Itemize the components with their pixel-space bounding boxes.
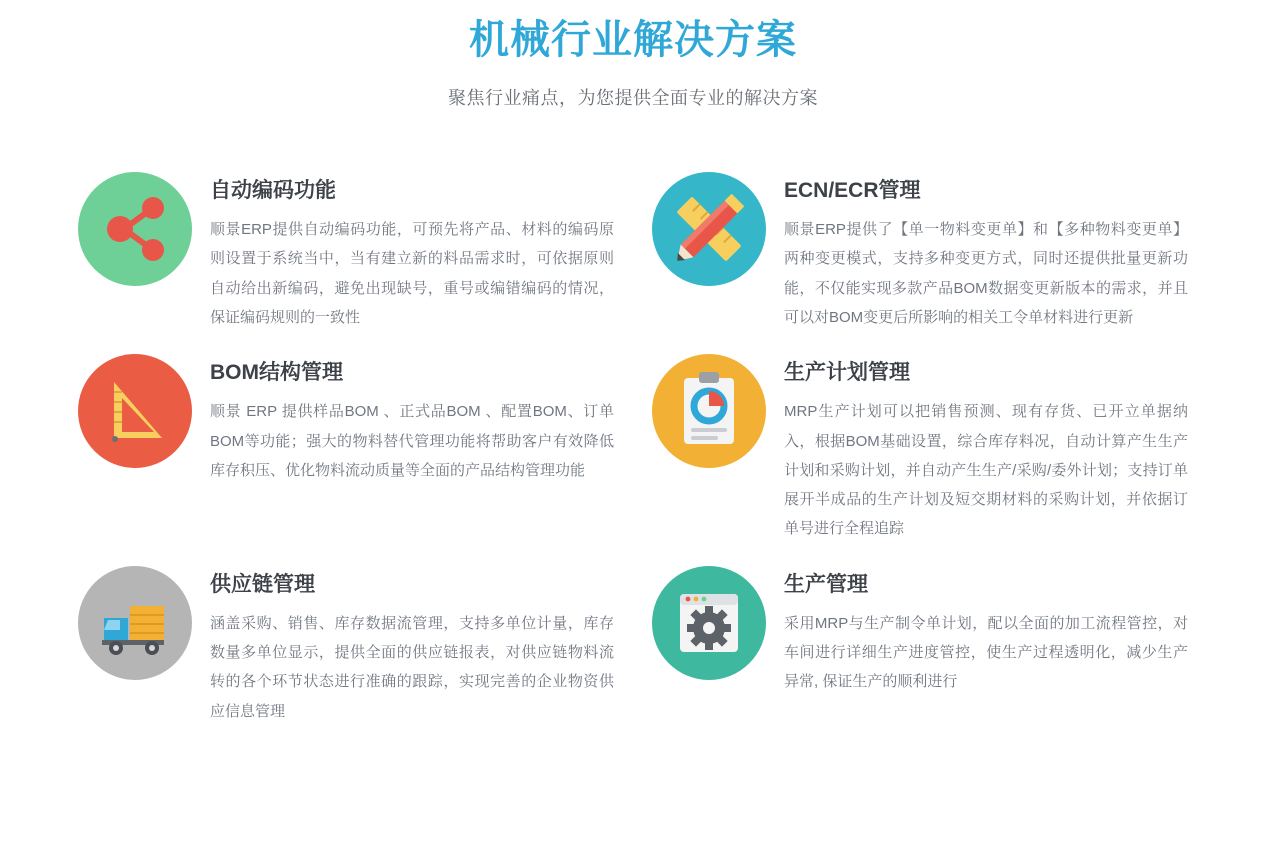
feature-description: 顺景ERP提供自动编码功能，可预先将产品、材料的编码原则设置于系统当中，当有建立新的料品需求时，可依据原则自动给出新编码，避免出现缺号，重号或编错编码的情况，保证编码规则的一致性: [210, 221, 614, 326]
feature-card: [652, 544, 1188, 726]
gear-window-icon: [652, 566, 766, 680]
page-subtitle: 聚焦行业痛点，为您提供全面专业的解决方案: [448, 88, 818, 108]
feature-card: [78, 150, 614, 332]
feature-grid: [0, 150, 1266, 726]
clipboard-chart-icon: [652, 354, 766, 468]
feature-card: [652, 332, 1188, 543]
feature-text: [210, 354, 614, 485]
feature-description: 采用MRP与生产制令单计划，配以全面的加工流程管控，对车间进行详细生产进度管控，使生产过程透明化，减少生产异常, 保证生产的顺利进行: [784, 614, 1188, 691]
feature-title: ECN/ECR管理: [784, 179, 921, 202]
feature-title: 生产管理: [784, 572, 868, 596]
feature-text: [784, 172, 1188, 332]
feature-description: 涵盖采购、销售、库存数据流管理，支持多单位计量，库存数量多单位显示，提供全面的供应链报表，对供应链物料流转的各个环节状态进行准确的跟踪，实现完善的企业物资供应信息管理: [210, 614, 614, 720]
feature-title: BOM结构管理: [210, 361, 343, 385]
feature-title: 生产计划管理: [784, 361, 910, 385]
feature-card: [78, 332, 614, 543]
truck-icon: [78, 566, 192, 680]
pencil-ruler-icon: [652, 172, 766, 286]
share-nodes-icon: [78, 172, 192, 286]
page-header: [0, 0, 1266, 110]
feature-card: [78, 544, 614, 726]
feature-title: 供应链管理: [210, 572, 315, 596]
page-title: 机械行业解决方案: [469, 18, 797, 62]
feature-description: 顺景 ERP 提供样品BOM 、正式品BOM 、配置BOM、订单BOM等功能；强大的物料替代管理功能将帮助客户有效降低库存积压、优化物料流动质量等全面的产品结构管理功能: [210, 403, 614, 479]
feature-text: [210, 566, 614, 726]
feature-title: 自动编码功能: [210, 179, 336, 202]
feature-description: MRP生产计划可以把销售预测、现有存货、已开立单据纳入，根据BOM基础设置，综合库存料况，自动计算产生生产计划和采购计划，并自动产生生产/采购/委外计划；支持订单展开半成品的生产计划及短交期材料的采购计划，并依据订单号进行全程追踪: [784, 403, 1188, 538]
feature-description: 顺景ERP提供了【单一物料变更单】和【多种物料变更单】两种变更模式，支持多种变更方式，同时还提供批量更新功能，不仅能实现多款产品BOM数据变更新版本的需求，并且可以对BOM变更后所影响的相关工令单材料进行更新: [784, 221, 1188, 326]
feature-text: [784, 354, 1188, 543]
feature-card: [652, 150, 1188, 332]
triangle-ruler-icon: [78, 354, 192, 468]
feature-text: [210, 172, 614, 332]
feature-text: [784, 566, 1188, 697]
